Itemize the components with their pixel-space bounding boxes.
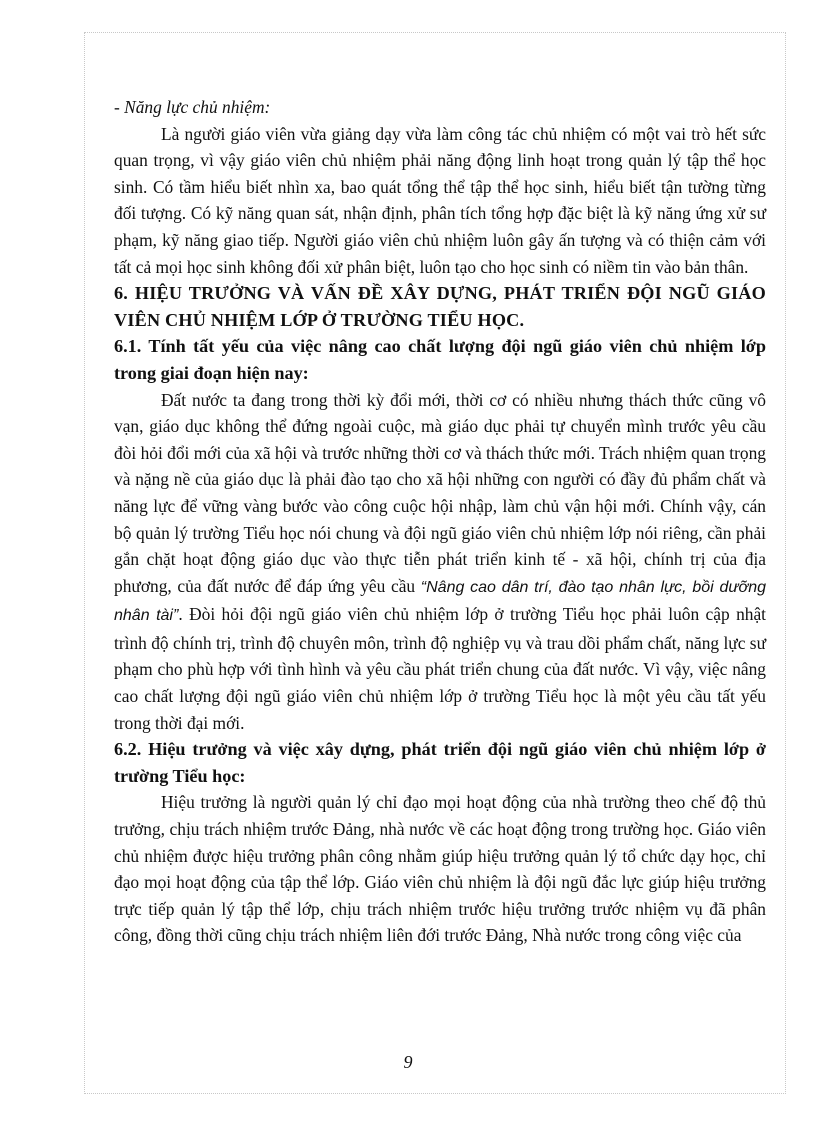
document-body — [114, 94, 766, 949]
page-number: 9 — [403, 1052, 413, 1072]
paragraph-3: Hiệu trưởng là người quản lý chỉ đạo mọi hoạt động của nhà trường theo chế độ thủ trưởng, chịu trách nhiệm trước Đảng, nhà nước về các hoạt động trong trường học. Giáo viên chủ nhiệm được hiệu trưởng phân công nhằm giúp hiệu trưởng quản lý tổ chức dạy học, chỉ đạo mọi hoạt động của tập thể lớp. Giáo viên chủ nhiệm là đội ngũ đắc lực giúp hiệu trưởng trực tiếp quản lý tập thể lớp, chịu trách nhiệm trước hiệu trưởng trước nhiệm vụ đã phân công, đồng thời cũng chịu trách nhiệm liên đới trước Đảng, Nhà nước trong công việc của — [114, 792, 766, 946]
section-6-2-heading: 6.2. Hiệu trưởng và việc xây dựng, phát triển đội ngũ giáo viên chủ nhiệm lớp ở trường Tiểu học: — [114, 739, 766, 786]
section-6-1-heading: 6.1. Tính tất yếu của việc nâng cao chất lượng đội ngũ giáo viên chủ nhiệm lớp trong giai đoạn hiện nay: — [114, 336, 766, 383]
paragraph-2-quote: “Nâng cao dân trí, đào tạo nhân lực, bồi dưỡng nhân tài” — [114, 578, 766, 625]
section-6-heading: 6. HIỆU TRƯỞNG VÀ VẤN ĐỀ XÂY DỰNG, PHÁT TRIỂN ĐỘI NGŨ GIÁO VIÊN CHỦ NHIỆM LỚP Ở TRƯỜNG TIỂU HỌC. — [114, 283, 766, 330]
paragraph-1: Là người giáo viên vừa giảng dạy vừa làm công tác chủ nhiệm có một vai trò hết sức quan trọng, vì vậy giáo viên chủ nhiệm phải năng động linh hoạt trong quản lý tập thể học sinh. Có tầm hiểu biết nhìn xa, bao quát tổng thể tập thể học sinh, hiểu biết tận tường từng đối tượng. Có kỹ năng quan sát, nhận định, phân tích tổng hợp đặc biệt là kỹ năng ứng xử sư phạm, kỹ năng giao tiếp. Người giáo viên chủ nhiệm luôn gây ấn tượng và có thiện cảm với tất cả mọi học sinh không đối xử phân biệt, luôn tạo cho học sinh có niềm tin vào bản thân. — [114, 123, 766, 277]
paragraph-2 — [114, 387, 766, 737]
sub-heading: - Năng lực chủ nhiệm: — [114, 97, 271, 117]
paragraph-2-text-a: Đất nước ta đang trong thời kỳ đổi mới, thời cơ có nhiều nhưng thách thức cũng vô vạn, giáo dục không thể đứng ngoài cuộc, mà giáo dục phải tự chuyển mình trước yêu cầu đòi hỏi đổi mới của xã hội và trước những thời cơ và thách thức mới. Trách nhiệm quan trọng và nặng nề của giáo dục là phải đào tạo cho xã hội những con người có đầy đủ phẩm chất và năng lực để vững vàng bước vào công cuộc hội nhập, làm chủ vận hội mới. Chính vậy, cán bộ quản lý trường Tiểu học nói chung và đội ngũ giáo viên chủ nhiệm lớp nói riêng, cần phải gắn chặt hoạt động giáo dục vào thực tiễn phát triển kinh tế - xã hội, chính trị của địa phương, của đất nước để đáp ứng yêu cầu — [114, 389, 766, 596]
paragraph-2-text-b: . Đòi hỏi đội ngũ giáo viên chủ nhiệm lớp ở trường Tiểu học phải luôn cập nhật trình độ chính trị, trình độ chuyên môn, trình độ nghiệp vụ và trau dồi phẩm chất, năng lực sư phạm cho phù hợp với tình hình và yêu cầu phát triển chung của đất nước. Vì vậy, việc nâng cao chất lượng đội ngũ giáo viên chủ nhiệm lớp ở trường Tiểu học là một yêu cầu tất yếu trong thời đại mới. — [114, 604, 767, 733]
